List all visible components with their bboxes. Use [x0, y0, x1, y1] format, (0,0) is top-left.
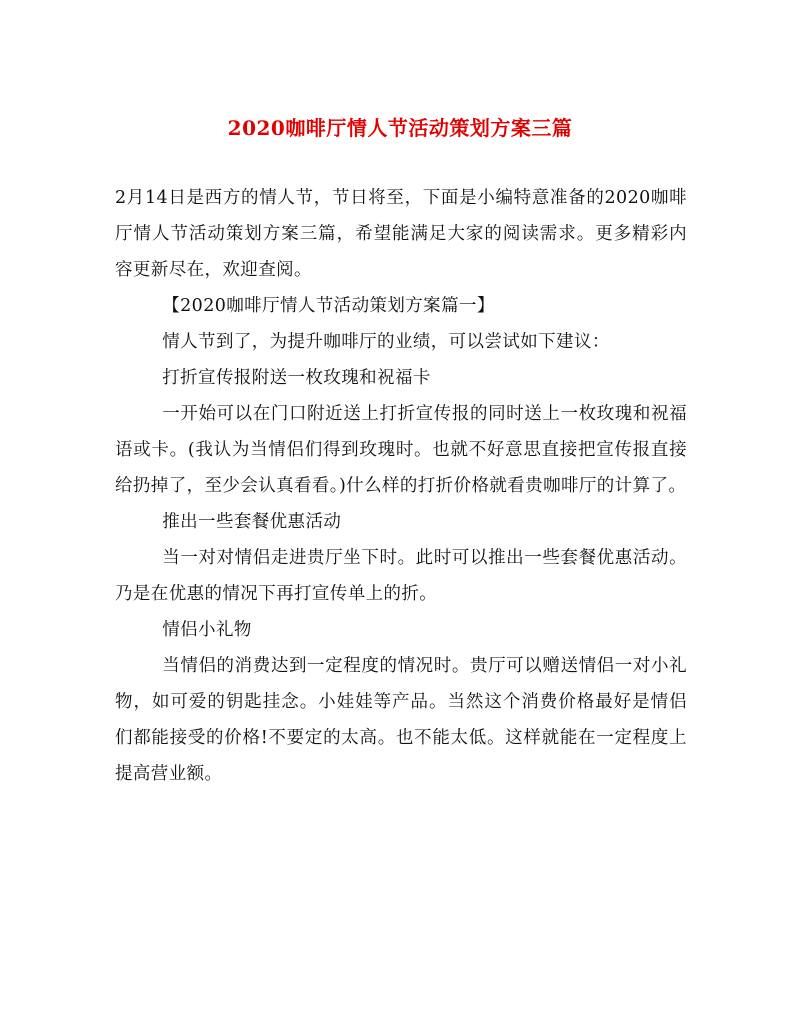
subheading-3: 情侣小礼物: [162, 620, 252, 640]
subheading-2: 推出一些套餐优惠活动: [162, 512, 342, 532]
paragraph-4: 当情侣的消费达到一定程度的情况时。贵厅可以赠送情侣一对小礼物，如可爱的钥匙挂念。小娃娃等产品。当然这个消费价格最好是情侣们都能接受的价格!不要定的太高。也不能太低。这样就能在一定程度上提高营业额。: [115, 656, 687, 784]
section-heading: 【2020咖啡厅情人节活动策划方案篇一】: [162, 296, 495, 316]
document-title: 2020咖啡厅情人节活动策划方案三篇: [227, 116, 573, 140]
paragraph-3: 当一对对情侣走进贵厅坐下时。此时可以推出一些套餐优惠活动。乃是在优惠的情况下再打宣传单上的折。: [115, 548, 687, 604]
subheading-1: 打折宣传报附送一枚玫瑰和祝福卡: [162, 368, 431, 388]
paragraph-1: 情人节到了，为提升咖啡厅的业绩，可以尝试如下建议：: [162, 332, 610, 352]
document-body: [115, 180, 687, 792]
intro-paragraph: 2月14日是西方的情人节，节日将至，下面是小编特意准备的2020咖啡厅情人节活动策划方案三篇，希望能满足大家的阅读需求。更多精彩内容更新尽在，欢迎查阅。: [115, 188, 687, 280]
paragraph-2: 一开始可以在门口附近送上打折宣传报的同时送上一枚玫瑰和祝福语或卡。(我认为当情侣们得到玫瑰时。也就不好意思直接把宣传报直接给扔掉了，至少会认真看看。)什么样的打折价格就看贵咖啡厅的计算了。: [115, 404, 687, 496]
